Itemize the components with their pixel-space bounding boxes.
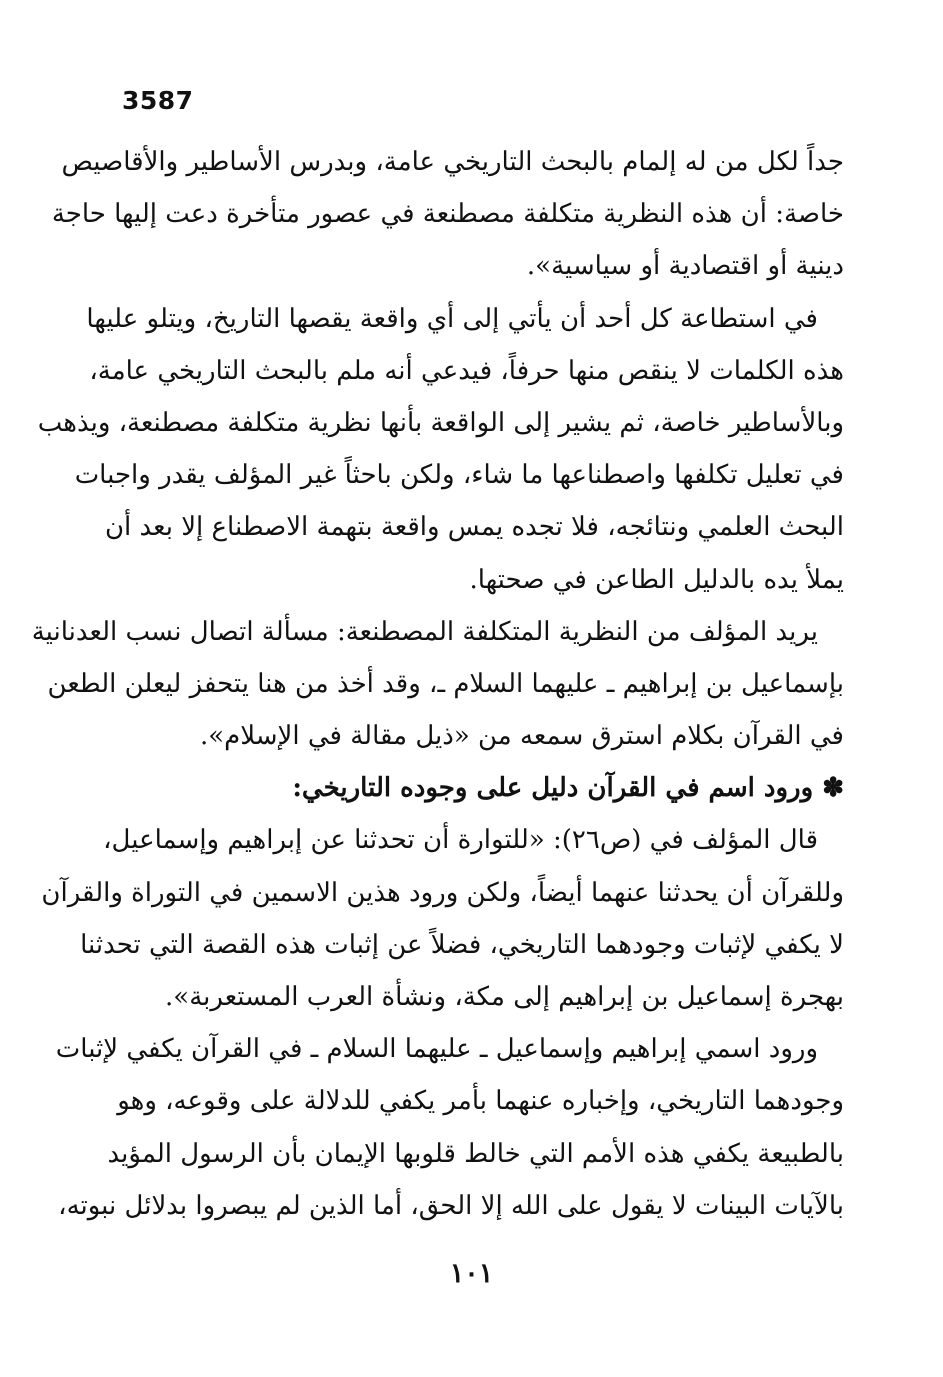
text-line: بالآيات البينات لا يقول على الله إلا الحق، أما الذين لم يبصروا بدلائل نبوته، xyxy=(58,1190,844,1221)
text-line: البحث العلمي ونتائجه، فلا تجده يمس واقعة بتهمة الاصطناع إلا بعد أن xyxy=(104,512,844,543)
text-line: بهجرة إسماعيل بن إبراهيم إلى مكة، ونشأة العرب المستعربة». xyxy=(165,982,844,1012)
text-line: في تعليل تكلفها واصطناعها ما شاء، ولكن باحثاً غير المؤلف يقدر واجبات xyxy=(74,460,844,491)
text-line: بالطبيعة يكفي هذه الأمم التي خالط قلوبها الإيمان بأن الرسول المؤيد xyxy=(107,1138,844,1169)
text-line: ورود اسمي إبراهيم وإسماعيل ـ عليهما السلام ـ في القرآن يكفي لإثبات xyxy=(55,1034,818,1065)
text-line: وللقرآن أن يحدثنا عنهما أيضاً، ولكن ورود هذين الاسمين في التوراة والقرآن xyxy=(41,877,844,908)
text-line: هذه الكلمات لا ينقص منها حرفاً، فيدعي أنه ملم بالبحث التاريخي عامة، xyxy=(89,355,844,386)
footer-page-number: ١٠١ xyxy=(449,1258,494,1289)
section-heading: ✽ ورود اسم في القرآن دليل على وجوده التاريخي: xyxy=(292,773,844,804)
text-line: وجودهما التاريخي، وإخباره عنهما بأمر يكفي للدلالة على وقوعه، وهو xyxy=(117,1086,844,1117)
text-line: خاصة: أن هذه النظرية متكلفة مصطنعة في عصور متأخرة دعت إليها حاجة xyxy=(51,199,844,230)
text-line: يريد المؤلف من النظرية المتكلفة المصطنعة: مسألة اتصال نسب العدنانية xyxy=(31,616,818,647)
text-line: وبالأساطير خاصة، ثم يشير إلى الواقعة بأنها نظرية متكلفة مصطنعة، ويذهب xyxy=(37,407,844,438)
text-line: دينية أو اقتصادية أو سياسية». xyxy=(526,251,844,282)
text-line: بإسماعيل بن إبراهيم ـ عليهما السلام ـ، وقد أخذ من هنا يتحفز ليعلن الطعن xyxy=(47,668,844,699)
text-line: يملأ يده بالدليل الطاعن في صحتها. xyxy=(469,564,844,595)
text-line: جداً لكل من له إلمام بالبحث التاريخي عامة، وبدرس الأساطير والأقاصيص xyxy=(61,147,844,177)
text-line: في استطاعة كل أحد أن يأتي إلى أي واقعة يقصها التاريخ، ويتلو عليها xyxy=(86,303,818,334)
running-page-number: 3587 xyxy=(122,86,194,115)
text-line: قال المؤلف في (ص٢٦): «للتوارة أن تحدثنا عن إبراهيم وإسماعيل، xyxy=(103,825,818,856)
text-line: في القرآن بكلام استرق سمعه من «ذيل مقالة في الإسلام». xyxy=(199,721,844,752)
body-text xyxy=(31,136,844,1232)
text-line: لا يكفي لإثبات وجودهما التاريخي، فضلاً عن إثبات هذه القصة التي تحدثنا xyxy=(80,929,844,960)
